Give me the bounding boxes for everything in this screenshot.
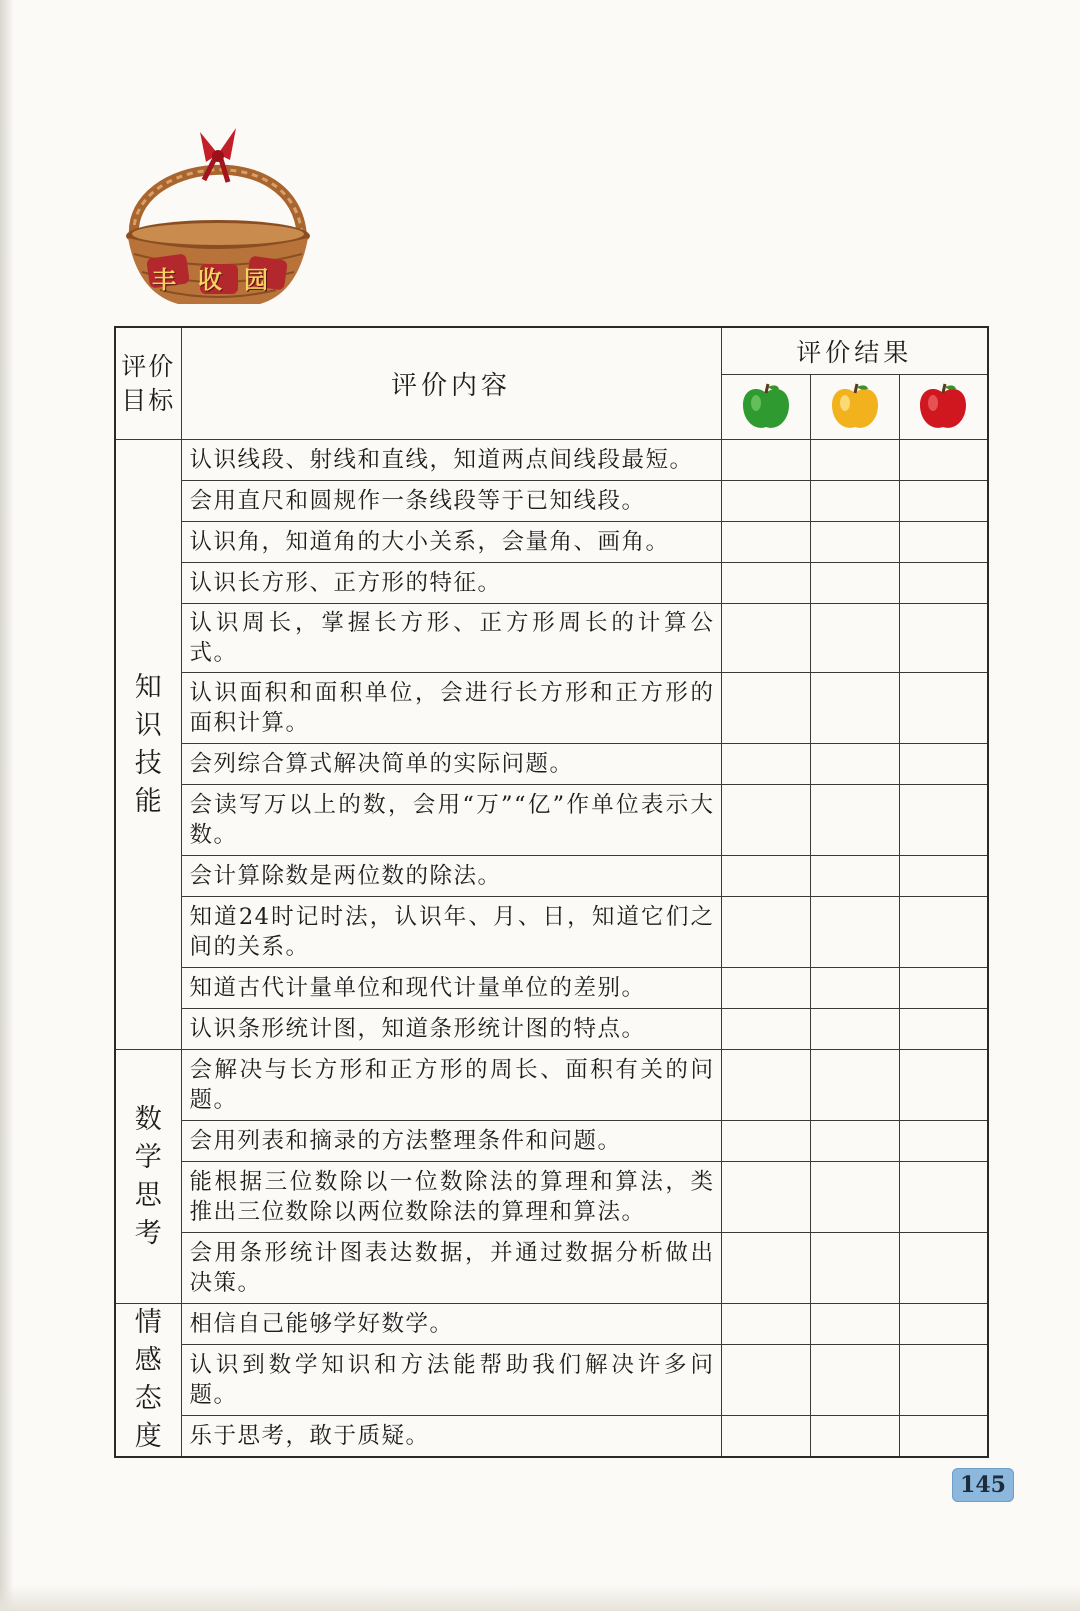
table-row xyxy=(115,856,988,897)
red-apple-icon xyxy=(916,381,970,433)
rating-cell-yellow[interactable] xyxy=(810,856,899,897)
header-result: 评价结果 xyxy=(721,327,988,375)
rating-cell-yellow[interactable] xyxy=(810,522,899,563)
table-row xyxy=(115,1162,988,1233)
rating-cell-green[interactable] xyxy=(721,1050,810,1121)
table-row xyxy=(115,744,988,785)
evaluation-table xyxy=(114,326,989,1458)
rating-cell-red[interactable] xyxy=(899,1162,988,1233)
rating-cell-green[interactable] xyxy=(721,522,810,563)
table-row xyxy=(115,440,988,481)
rating-cell-yellow[interactable] xyxy=(810,1233,899,1304)
group-emotion-attitude xyxy=(115,1304,181,1458)
rating-cell-red[interactable] xyxy=(899,1121,988,1162)
rating-cell-yellow[interactable] xyxy=(810,1121,899,1162)
criterion-text: 知道古代计量单位和现代计量单位的差别。 xyxy=(181,968,721,1009)
harvest-basket-illustration xyxy=(120,118,320,318)
rating-cell-yellow[interactable] xyxy=(810,563,899,604)
criterion-text: 会计算除数是两位数的除法。 xyxy=(181,856,721,897)
basket-label: 丰收园 xyxy=(152,266,290,294)
criterion-text: 相信自己能够学好数学。 xyxy=(181,1304,721,1345)
rating-cell-red[interactable] xyxy=(899,673,988,744)
rating-cell-red[interactable] xyxy=(899,744,988,785)
table-row xyxy=(115,481,988,522)
rating-cell-green[interactable] xyxy=(721,897,810,968)
table-row xyxy=(115,968,988,1009)
rating-cell-red[interactable] xyxy=(899,897,988,968)
rating-cell-yellow[interactable] xyxy=(810,744,899,785)
rating-cell-yellow[interactable] xyxy=(810,481,899,522)
rating-cell-red[interactable] xyxy=(899,563,988,604)
rating-cell-green[interactable] xyxy=(721,785,810,856)
rating-cell-yellow[interactable] xyxy=(810,1009,899,1050)
table-row xyxy=(115,1009,988,1050)
rating-cell-green[interactable] xyxy=(721,968,810,1009)
rating-cell-red[interactable] xyxy=(899,968,988,1009)
header-goal-text: 评价目标 xyxy=(121,351,176,415)
criterion-text: 认识周长，掌握长方形、正方形周长的计算公式。 xyxy=(181,604,721,673)
rating-cell-green[interactable] xyxy=(721,1345,810,1416)
page-number: 145 xyxy=(952,1468,1014,1502)
rating-cell-green[interactable] xyxy=(721,440,810,481)
table-row xyxy=(115,673,988,744)
page-bottom-edge xyxy=(0,1585,1080,1611)
rating-cell-green[interactable] xyxy=(721,1233,810,1304)
criterion-text: 会用列表和摘录的方法整理条件和问题。 xyxy=(181,1121,721,1162)
apple-header-red xyxy=(899,375,988,440)
rating-cell-red[interactable] xyxy=(899,785,988,856)
rating-cell-red[interactable] xyxy=(899,481,988,522)
rating-cell-red[interactable] xyxy=(899,1050,988,1121)
criterion-text: 认识条形统计图，知道条形统计图的特点。 xyxy=(181,1009,721,1050)
table-row xyxy=(115,785,988,856)
rating-cell-green[interactable] xyxy=(721,563,810,604)
table-row xyxy=(115,604,988,673)
evaluation-table-body xyxy=(115,440,988,1458)
table-row xyxy=(115,1121,988,1162)
evaluation-table-container xyxy=(114,326,989,1458)
criterion-text: 认识长方形、正方形的特征。 xyxy=(181,563,721,604)
criterion-text: 认识角，知道角的大小关系，会量角、画角。 xyxy=(181,522,721,563)
rating-cell-red[interactable] xyxy=(899,1304,988,1345)
rating-cell-green[interactable] xyxy=(721,1304,810,1345)
rating-cell-green[interactable] xyxy=(721,604,810,673)
rating-cell-red[interactable] xyxy=(899,1233,988,1304)
rating-cell-green[interactable] xyxy=(721,673,810,744)
criterion-text: 会用直尺和圆规作一条线段等于已知线段。 xyxy=(181,481,721,522)
rating-cell-yellow[interactable] xyxy=(810,1345,899,1416)
rating-cell-red[interactable] xyxy=(899,522,988,563)
criterion-text: 乐于思考，敢于质疑。 xyxy=(181,1416,721,1458)
rating-cell-green[interactable] xyxy=(721,1121,810,1162)
table-row xyxy=(115,1345,988,1416)
header-content: 评价内容 xyxy=(181,327,721,440)
criterion-text: 知道24时记时法，认识年、月、日，知道它们之间的关系。 xyxy=(181,897,721,968)
rating-cell-yellow[interactable] xyxy=(810,673,899,744)
table-row xyxy=(115,1416,988,1458)
yellow-apple-icon xyxy=(828,381,882,433)
rating-cell-green[interactable] xyxy=(721,856,810,897)
page-edge-shadow xyxy=(0,0,14,1611)
group-title: 情感态度 xyxy=(134,1307,162,1452)
table-row xyxy=(115,563,988,604)
group-knowledge-skills xyxy=(115,440,181,1050)
table-row xyxy=(115,1233,988,1304)
criterion-text: 认识线段、射线和直线，知道两点间线段最短。 xyxy=(181,440,721,481)
rating-cell-red[interactable] xyxy=(899,1345,988,1416)
group-title: 知识技能 xyxy=(134,671,162,817)
rating-cell-yellow[interactable] xyxy=(810,440,899,481)
rating-cell-green[interactable] xyxy=(721,744,810,785)
criterion-text: 会读写万以上的数，会用“万”“亿”作单位表示大数。 xyxy=(181,785,721,856)
rating-cell-green[interactable] xyxy=(721,481,810,522)
rating-cell-yellow[interactable] xyxy=(810,785,899,856)
criterion-text: 会列综合算式解决简单的实际问题。 xyxy=(181,744,721,785)
green-apple-icon xyxy=(739,381,793,433)
rating-cell-green[interactable] xyxy=(721,1009,810,1050)
rating-cell-red[interactable] xyxy=(899,604,988,673)
rating-cell-red[interactable] xyxy=(899,1009,988,1050)
table-row xyxy=(115,522,988,563)
criterion-text: 会用条形统计图表达数据，并通过数据分析做出决策。 xyxy=(181,1233,721,1304)
apple-header-green xyxy=(721,375,810,440)
rating-cell-yellow[interactable] xyxy=(810,1416,899,1458)
rating-cell-yellow[interactable] xyxy=(810,604,899,673)
rating-cell-yellow[interactable] xyxy=(810,897,899,968)
rating-cell-green[interactable] xyxy=(721,1162,810,1233)
apple-header-yellow xyxy=(810,375,899,440)
table-row xyxy=(115,897,988,968)
rating-cell-yellow[interactable] xyxy=(810,968,899,1009)
rating-cell-green[interactable] xyxy=(721,1416,810,1458)
criterion-text: 会解决与长方形和正方形的周长、面积有关的问题。 xyxy=(181,1050,721,1121)
criterion-text: 认识面积和面积单位，会进行长方形和正方形的面积计算。 xyxy=(181,673,721,744)
rating-cell-red[interactable] xyxy=(899,440,988,481)
table-row xyxy=(115,1304,988,1345)
criterion-text: 认识到数学知识和方法能帮助我们解决许多问题。 xyxy=(181,1345,721,1416)
group-title: 数学思考 xyxy=(134,1103,162,1249)
rating-cell-red[interactable] xyxy=(899,856,988,897)
group-math-thinking xyxy=(115,1050,181,1304)
rating-cell-yellow[interactable] xyxy=(810,1162,899,1233)
header-goal xyxy=(115,327,181,440)
rating-cell-yellow[interactable] xyxy=(810,1050,899,1121)
rating-cell-yellow[interactable] xyxy=(810,1304,899,1345)
criterion-text: 能根据三位数除以一位数除法的算理和算法，类推出三位数除以两位数除法的算理和算法。 xyxy=(181,1162,721,1233)
table-row xyxy=(115,1050,988,1121)
rating-cell-red[interactable] xyxy=(899,1416,988,1458)
